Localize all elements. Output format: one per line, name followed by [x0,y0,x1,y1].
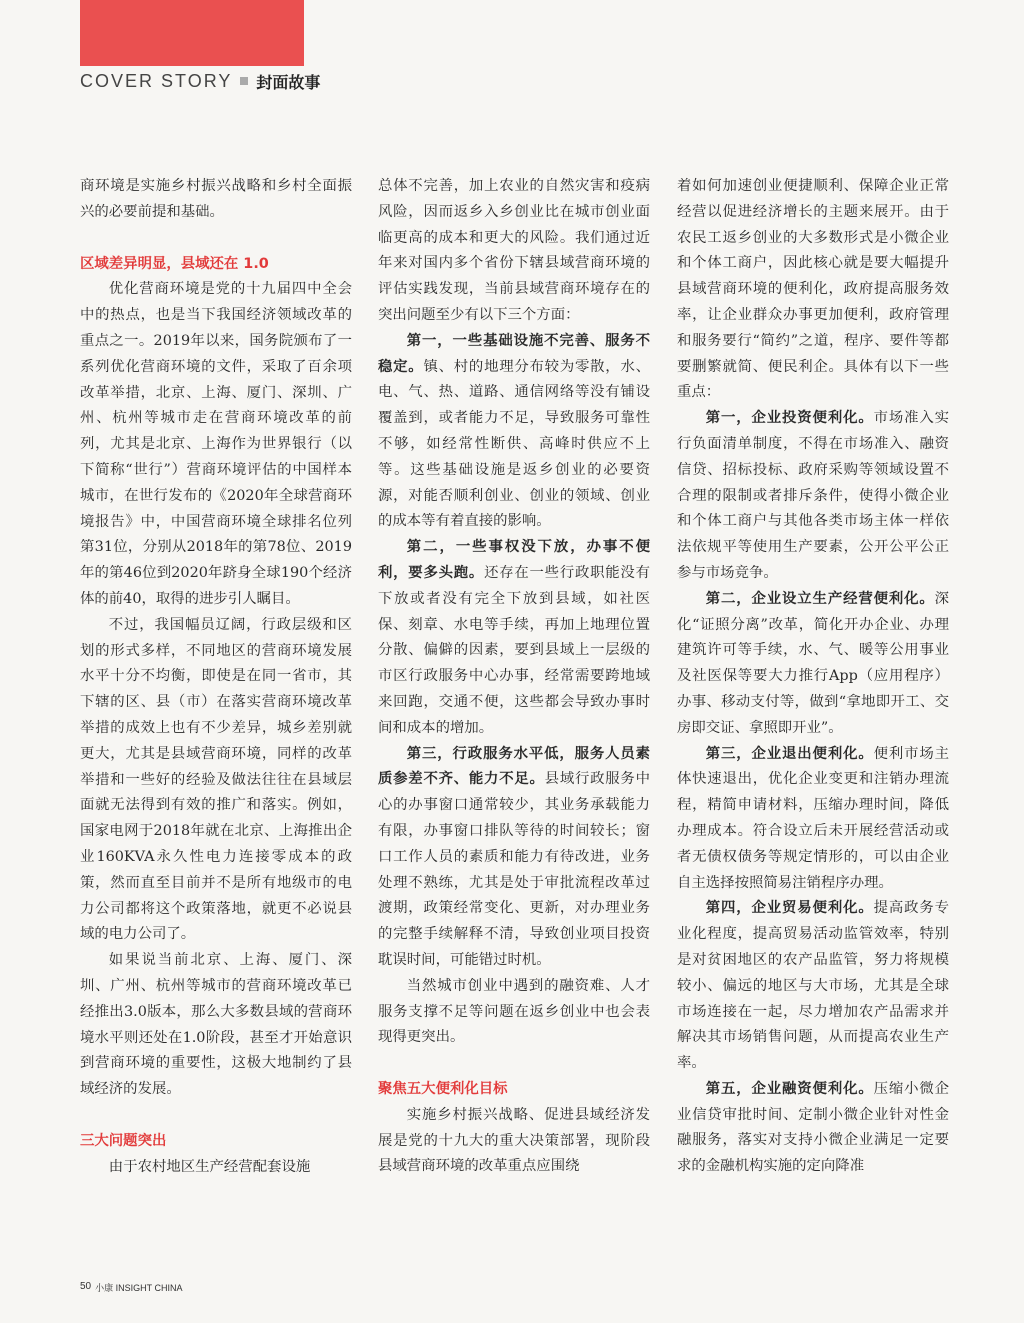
paragraph [677,742,949,897]
bold-lead: 第四，企业贸易便利化。 [705,900,874,917]
bold-lead: 第五，企业融资便利化。 [705,1080,874,1097]
bold-lead: 第二，一些事权没下放，办事不便利，要多头跑。 [378,539,650,581]
paragraph: 商环境是实施乡村振兴战略和乡村全面振兴的必要前提和基础。 [80,178,352,220]
paragraph-text: 镇、村的地理分布较为零散，水、电、气、热、道路、通信网络等没有铺设覆盖到，或者能力不足，导致服务可靠性不够，如经常性断供、高峰时供应不上等。这些基础设施是返乡创业的必要资源，对能否顺利创业、创业的领域、创业的成本等有着直接的影响。 [378,358,650,530]
bold-lead: 第三，企业退出便利化。 [705,745,874,762]
paragraph-text: 提高政务专业化程度，提高贸易活动监管效率，特别是对贫困地区的农产品监管，努力将规模较小、偏远的地区与大市场，尤其是全球市场连接在一起，尽力增加农产品需求并解决其市场销售问题，从而提高农业生产率。 [677,900,949,1072]
paragraph: 优化营商环境是党的十九届四中全会中的热点，也是当下我国经济领域改革的重点之一。2019年以来，国务院颁布了一系列优化营商环境的文件，采取了百余项改革举措，北京、上海、厦门、深圳、广州、杭州等城市走在营商环境改革的前列，尤其是北京、上海作为世界银行（以下简称“世行”）营商环境评估的中国样本城市，在世行发布的《2020年全球营商环境报告》中，中国营商环境全球排名位列第31位，分别从2018年的第78位、2019年的第46位到2020年跻身全球190个经济体的前40，取得的进步引人瞩目。 [80,281,352,607]
paragraph: 实施乡村振兴战略、促进县域经济发展是党的十九大的重大决策部署，现阶段县域营商环境的改革重点应围绕 [378,1106,650,1175]
section-title-en: COVER STORY [80,70,233,91]
paragraph [677,406,949,587]
section-separator-square [240,77,248,85]
article-column-1 [80,174,352,1180]
subheading: 区域差异明显，县域还在 1.0 [80,255,269,272]
paragraph [378,742,650,974]
subheading: 三大问题突出 [80,1132,167,1149]
section-header [80,70,320,92]
paragraph: 当然城市创业中遇到的融资难、人才服务支撑不足等问题在返乡创业中也会表现得更突出。 [378,977,650,1046]
paragraph: 着如何加速创业便捷顺利、保障企业正常经营以促进经济增长的主题来展开。由于农民工返乡创业的大多数形式是小微企业和个体工商户，因此核心就是要大幅提升县域营商环境的便利化，政府提高服务效率，让企业群众办事更加便利，政府管理和服务要行“简约”之道，程序、要件等都要删繁就简、便民利企。具体有以下一些重点： [677,178,949,401]
paragraph-text: 市场准入实行负面清单制度，不得在市场准入、融资信贷、招标投标、政府采购等领域设置不合理的限制或者排斥条件，使得小微企业和个体工商户与其他各类市场主体一样依法依规平等使用生产要素，公开公平公正参与市场竞争。 [677,410,949,581]
paragraph-text: 便利市场主体快速退出，优化企业变更和注销办理流程，精简申请材料，压缩办理时间，降低办理成本。符合设立后未开展经营活动或者无债权债务等规定情形的，可以由企业自主选择按照简易注销程序办理。 [677,745,949,891]
bold-lead: 第一，一些基础设施不完善、服务不稳定。 [378,332,650,375]
paragraph [378,535,650,741]
paragraph-text: 深化“证照分离”改革，简化开办企业、办理建筑许可等手续，水、气、暖等公用事业及社医保等要大力推行App（应用程序）办事、移动支付等，做到“拿地即开工、交房即交证、拿照即开业”。 [677,590,949,736]
paragraph [677,587,949,742]
bold-lead: 第二，企业设立生产经营便利化。 [705,590,935,607]
page-number: 50 [80,1281,92,1292]
paragraph: 如果说当前北京、上海、厦门、深圳、广州、杭州等城市的营商环境改革已经推出3.0版本，那么大多数县域的营商环境水平则还处在1.0阶段，甚至才开始意识到营商环境的重要性，这极大地制约了县域经济的发展。 [80,952,352,1098]
paragraph [677,1077,949,1180]
article-column-3 [677,174,949,1180]
paragraph-text: 县域行政服务中心的办事窗口通常较少，其业务承载能力有限，办事窗口排队等待的时间较长；窗口工作人员的素质和能力有待改进，业务处理不熟练，尤其是处于审批流程改革过渡期，政策经常变化、更新，对办理业务的完整手续解释不清，导致创业项目投资耽误时间，可能错过时机。 [378,771,650,968]
paragraph [677,896,949,1077]
bold-lead: 第三，行政服务水平低，服务人员素质参差不齐、能力不足。 [378,745,650,788]
bold-lead: 第一，企业投资便利化。 [705,410,874,427]
subheading: 聚焦五大便利化目标 [378,1081,508,1098]
paragraph: 不过，我国幅员辽阔，行政层级和区划的形式多样，不同地区的营商环境发展水平十分不均衡，即使是在同一省市，其下辖的区、县（市）在落实营商环境改革举措的成效上也有不少差异，城乡差别就更大，尤其是县域营商环境，同样的改革举措和一些好的经验及做法往往在县域层面就无法得到有效的推广和落实。例如，国家电网于2018年就在北京、上海推出企业160KVA永久性电力连接零成本的政策，然而直至目前并不是所有地级市的电力公司都将这个政策落地，就更不必说县域的电力公司了。 [80,616,352,943]
magazine-name: 小康 INSIGHT CHINA [95,1283,183,1293]
paragraph [378,329,650,535]
paragraph-text: 还存在一些行政职能没有下放或者没有完全下放到县域，如社医保、刻章、水电等手续，再加上地理位置分散、偏僻的因素，要到县域上一层级的市区行政服务中心办事，经常需要跨地域来回跑，交通不便，这些都会导致办事时间和成本的增加。 [378,564,650,736]
paragraph: 总体不完善，加上农业的自然灾害和疫病风险，因而返乡入乡创业比在城市创业面临更高的成本和更大的风险。我们通过近年来对国内多个省份下辖县域营商环境的评估实践发现，当前县域营商环境存在的突出问题至少有以下三个方面： [378,178,650,323]
page-footer [80,1281,182,1294]
header-color-block [80,0,304,66]
section-title-zh: 封面故事 [256,72,321,92]
paragraph-text: 压缩小微企业信贷审批时间、定制小微企业针对性金融服务，落实对支持小微企业满足一定要求的金融机构实施的定向降准 [677,1080,949,1175]
article-column-2 [378,174,650,1180]
paragraph: 由于农村地区生产经营配套设施 [108,1158,311,1175]
